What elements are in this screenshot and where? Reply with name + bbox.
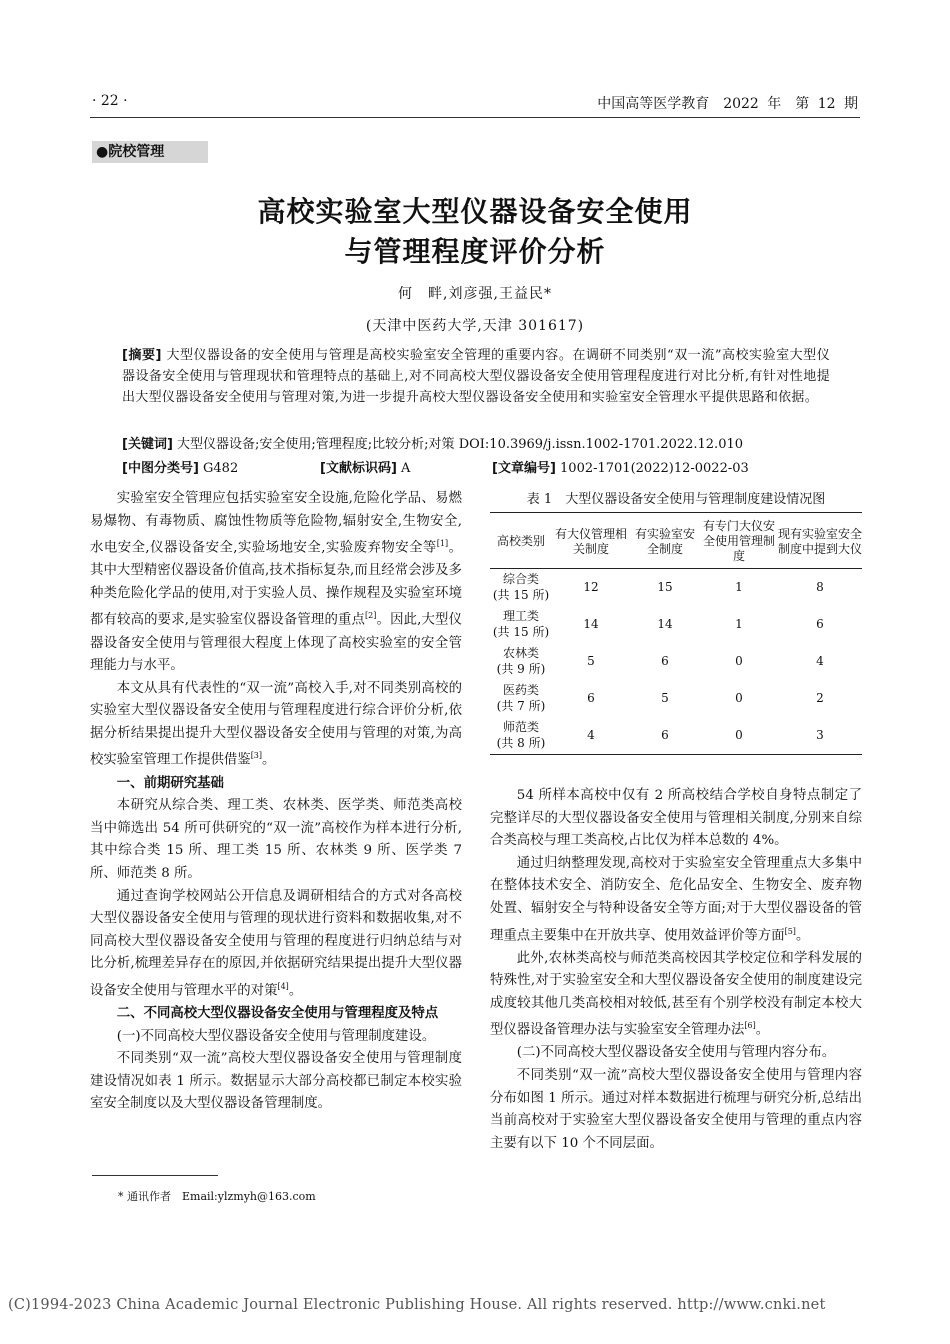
right-column xyxy=(490,785,862,1155)
table-row xyxy=(490,717,862,755)
table-cell: 6 xyxy=(587,691,595,705)
doc-code xyxy=(320,459,410,479)
clc xyxy=(122,459,238,479)
paragraph: 通过查询学校网站公开信息及调研相结合的方式对各高校大型仪器设备安全使用与管理的现状进行资料和数据收集,对不同高校大型仪器设备安全使用与管理的程度进行归纳总结与对比分析,梳理差异存在的原因,并依据研究结果提出提升大型仪器设备安全使用与管理水平的对策[4]。 xyxy=(90,888,462,999)
table-cell: 5 xyxy=(587,654,595,668)
paragraph: 不同类别“双一流”高校大型仪器设备安全使用与管理内容分布如图 1 所示。通过对样本数据进行梳理与研究分析,总结出当前高校对于实验室大型仪器设备安全使用与管理的重点内容主要有以下 10 个不同层面。 xyxy=(490,1068,862,1151)
affiliation: (天津中医药大学,天津 301617) xyxy=(365,318,585,334)
table-row xyxy=(490,643,862,680)
table-cell: 1 xyxy=(735,617,743,631)
table-cell: 医药类 (共 7 所) xyxy=(496,683,546,713)
table-row xyxy=(490,569,862,607)
copyright-notice: (C)1994-2023 China Academic Journal Electronic Publishing House. All rights reserved. http://www.cnki.net xyxy=(8,1297,826,1313)
left-column xyxy=(90,488,462,1116)
header-rule xyxy=(90,117,860,118)
table-cell: 6 xyxy=(661,654,669,668)
table-caption: 表 1 大型仪器设备安全使用与管理制度建设情况图 xyxy=(526,492,826,507)
doc-code-value: A xyxy=(401,461,411,476)
footnote-rule xyxy=(92,1175,218,1176)
page-number: · 22 · xyxy=(92,93,128,109)
table-cell: 0 xyxy=(735,691,743,705)
table-cell: 14 xyxy=(583,617,599,631)
paragraph: 实验室安全管理应包括实验室安全设施,危险化学品、易燃易爆物、有毒物质、腐蚀性物质等危险物,辐射安全,生物安全,水电安全,仪器设备安全,实验场地安全,实验废弃物安全等[1]。其中大型精密仪器设备价值高,技术指标复杂,而且经常会涉及多种类危险化学品的使用,对于实验人员、操作规程及实验室环境都有较高的要求,是实验室仪器设备管理的重点[2]。因此,大型仪器设备安全使用与管理很大程度上体现了高校实验室的安全管理能力与水平。 xyxy=(90,491,462,674)
table-cell: 4 xyxy=(816,654,824,668)
article-number xyxy=(492,459,749,479)
table-cell: 12 xyxy=(583,580,599,594)
doc-code-label: [文献标识码] xyxy=(320,461,397,476)
table-cell: 0 xyxy=(735,654,743,668)
footnote: * 通讯作者 Email:ylzmyh@163.com xyxy=(118,1190,316,1203)
doi: DOI:10.3969/j.issn.1002-1701.2022.12.010 xyxy=(458,437,744,452)
table-cell: 2 xyxy=(816,691,824,705)
table-cell: 4 xyxy=(552,717,630,755)
paragraph: 本文从具有代表性的“双一流”高校入手,对不同类别高校的实验室大型仪器设备安全使用与管理程度进行综合评价分析,依据分析结果提出提升大型仪器设备安全使用与管理的对策,为高校实验室管理工作提供借鉴[3]。 xyxy=(90,680,462,768)
keywords-text: 大型仪器设备;安全使用;管理程度;比较分析;对策 xyxy=(177,437,455,452)
paragraph: 不同类别“双一流”高校大型仪器设备安全使用与管理制度建设情况如表 1 所示。数据显示大部分高校都已制定本校实验室安全制度以及大型仪器设备管理制度。 xyxy=(90,1051,462,1112)
table-header-row xyxy=(490,513,862,569)
table-cell: 5 xyxy=(661,691,669,705)
table-cell: 6 xyxy=(630,717,700,755)
table-header: 有实验室安全制度 xyxy=(630,513,700,569)
table-row xyxy=(490,606,862,643)
table-cell: 14 xyxy=(657,617,673,631)
subsection-heading-1: (一)不同高校大型仪器设备安全使用与管理制度建设。 xyxy=(116,1028,436,1044)
clc-value: G482 xyxy=(203,461,239,476)
paragraph: 此外,农林类高校与师范类高校因其学校定位和学科发展的特殊性,对于实验室安全和大型仪器设备安全使用的制度建设完成度较其他几类高校相对较低,甚至有个别学校没有制定本校大型仪器设备管理办法与实验室安全管理办法[6]。 xyxy=(490,950,862,1038)
title-line-2: 与管理程度评价分析 xyxy=(344,235,606,268)
authors: 何 畔,刘彦强,王益民* xyxy=(398,286,552,302)
paragraph: 54 所样本高校中仅有 2 所高校结合学校自身特点制定了完整详尽的大型仪器设备安全使用与管理相关制度,分别来自综合类高校与理工类高校,占比仅为样本总数的 4%。 xyxy=(490,788,862,849)
clc-label: [中图分类号] xyxy=(122,461,199,476)
paragraph: 通过归纳整理发现,高校对于实验室安全管理重点大多集中在整体技术安全、消防安全、危化品安全、生物安全、废弃物处置、辐射安全与特种设备安全等方面;对于大型仪器设备的管理重点主要集中在开放共享、使用效益评价等方面[5]。 xyxy=(490,855,862,944)
table-header: 有专门大仪安全使用管理制度 xyxy=(700,513,778,569)
table-header: 现有实验室安全制度中提到大仪 xyxy=(778,513,862,569)
table-cell: 6 xyxy=(816,617,824,631)
table-cell: 师范类 (共 8 所) xyxy=(490,717,552,755)
abstract-text: 大型仪器设备的安全使用与管理是高校实验室安全管理的重要内容。在调研不同类别“双一流”高校实验室大型仪器设备安全使用与管理现状和管理特点的基础上,对不同高校大型仪器设备安全使用管理程度进行对比分析,有针对性地提出大型仪器设备安全使用与管理对策,为进一步提升高校大型仪器设备安全使用和实验室安全管理水平提供思路和依据。 xyxy=(122,348,830,405)
paragraph: 本研究从综合类、理工类、农林类、医学类、师范类高校当中筛选出 54 所可供研究的“双一流”高校作为样本进行分析,其中综合类 15 所、理工类 15 所、农林类 9 所、医学类 7 所、师范类 8 所。 xyxy=(90,798,462,881)
article-number-label: [文章编号] xyxy=(492,461,556,476)
table-cell: 综合类 (共 15 所) xyxy=(492,572,550,602)
table-header: 高校类别 xyxy=(490,513,552,569)
data-table xyxy=(490,512,862,755)
table-cell: 15 xyxy=(657,580,673,594)
table-cell: 0 xyxy=(700,717,778,755)
table-cell: 农林类 (共 9 所) xyxy=(496,646,546,676)
section-heading-2: 二、不同高校大型仪器设备安全使用与管理程度及特点 xyxy=(116,1005,439,1021)
table-header: 有大仪管理相关制度 xyxy=(552,513,630,569)
abstract xyxy=(122,345,830,408)
section-tag: ●院校管理 xyxy=(92,141,208,163)
abstract-label: [摘要] xyxy=(122,348,162,363)
table-cell: 1 xyxy=(735,580,743,594)
table-cell: 3 xyxy=(778,717,862,755)
table-row xyxy=(490,680,862,717)
table-cell: 理工类 (共 15 所) xyxy=(492,609,550,639)
title-line-1: 高校实验室大型仪器设备安全使用 xyxy=(257,195,693,228)
keywords-label: [关键词] xyxy=(122,437,173,452)
section-heading-1: 一、前期研究基础 xyxy=(116,775,224,791)
subsection-heading-2: (二)不同高校大型仪器设备安全使用与管理内容分布。 xyxy=(516,1045,836,1061)
table-cell: 8 xyxy=(816,580,824,594)
article-number-value: 1002-1701(2022)12-0022-03 xyxy=(560,461,749,476)
keywords xyxy=(122,435,852,455)
journal-header: 中国高等医学教育 2022 年 第 12 期 xyxy=(597,96,858,112)
